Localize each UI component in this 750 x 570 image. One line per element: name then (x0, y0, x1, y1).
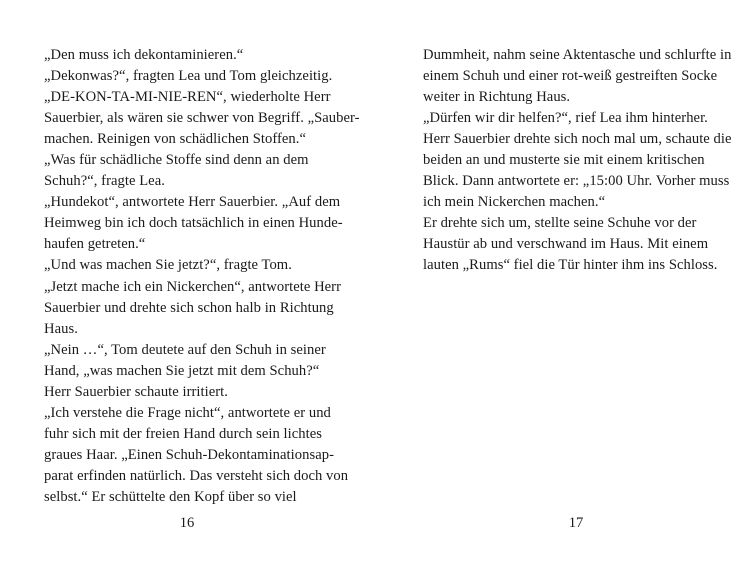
text-line: „Und was machen Sie jetzt?“, fragte Tom. (44, 257, 292, 274)
text-line: „Ich verstehe die Frage nicht“, antwortete er und (44, 404, 331, 421)
text-line: Sauerbier und drehte sich schon halb in Richtung (44, 299, 334, 316)
text-line: „DE-KON-TA-MI-NIE-REN“, wiederholte Herr (44, 89, 331, 106)
text-line: haufen getreten.“ (44, 236, 146, 253)
text-line: Sauerbier, als wären sie schwer von Begriff. „Sauber- (44, 110, 360, 127)
page-number: 17 (568, 515, 584, 531)
text-line: „Den muss ich dekontaminieren.“ (44, 47, 244, 63)
right-page-text (423, 45, 732, 277)
text-line: Heimweg bin ich doch tatsächlich in einen Hunde- (44, 215, 343, 232)
right-page (375, 0, 750, 570)
text-line: Hand, „was machen Sie jetzt mit dem Schuh?“ (44, 362, 320, 379)
text-line: Haus. (44, 320, 78, 337)
text-line: „Nein …“, Tom deutete auf den Schuh in seiner (44, 341, 326, 358)
page-number: 16 (179, 515, 195, 531)
text-line: parat erfinden natürlich. Das versteht sich doch von (44, 467, 349, 484)
text-line: „Was für schädliche Stoffe sind denn an dem (44, 152, 309, 169)
text-line: ich mein Nickerchen machen.“ (423, 194, 606, 211)
left-page-text (44, 45, 360, 508)
text-line: Herr Sauerbier drehte sich noch mal um, schaute die (423, 131, 732, 148)
text-line: fuhr sich mit der freien Hand durch sein lichtes (44, 425, 322, 442)
text-line: graues Haar. „Einen Schuh-Dekontaminationsap- (44, 446, 334, 463)
text-line: „Dekonwas?“, fragten Lea und Tom gleichzeitig. (44, 68, 333, 85)
text-line: Er drehte sich um, stellte seine Schuhe vor der (423, 215, 697, 232)
text-line: weiter in Richtung Haus. (423, 89, 571, 106)
text-line: Blick. Dann antwortete er: „15:00 Uhr. Vorher muss (423, 173, 730, 190)
text-line: einem Schuh und einer rot-weiß gestreiften Socke (423, 68, 718, 85)
text-line: Schuh?“, fragte Lea. (44, 173, 165, 190)
text-line: Haustür ab und verschwand im Haus. Mit einem (423, 236, 709, 253)
text-line: machen. Reinigen von schädlichen Stoffen.“ (44, 131, 307, 148)
text-line: beiden an und musterte sie mit einem kritischen (423, 152, 705, 169)
text-line: Dummheit, nahm seine Aktentasche und schlurfte in (423, 47, 732, 63)
text-line: Herr Sauerbier schaute irritiert. (44, 383, 228, 400)
text-line: „Jetzt mache ich ein Nickerchen“, antwortete Herr (44, 278, 342, 295)
text-line: selbst.“ Er schüttelte den Kopf über so viel (44, 488, 297, 505)
text-line: lauten „Rums“ fiel die Tür hinter ihm ins Schloss. (423, 257, 718, 274)
text-line: „Hundekot“, antwortete Herr Sauerbier. „Auf dem (44, 194, 341, 211)
text-line: „Dürfen wir dir helfen?“, rief Lea ihm hinterher. (423, 110, 708, 127)
